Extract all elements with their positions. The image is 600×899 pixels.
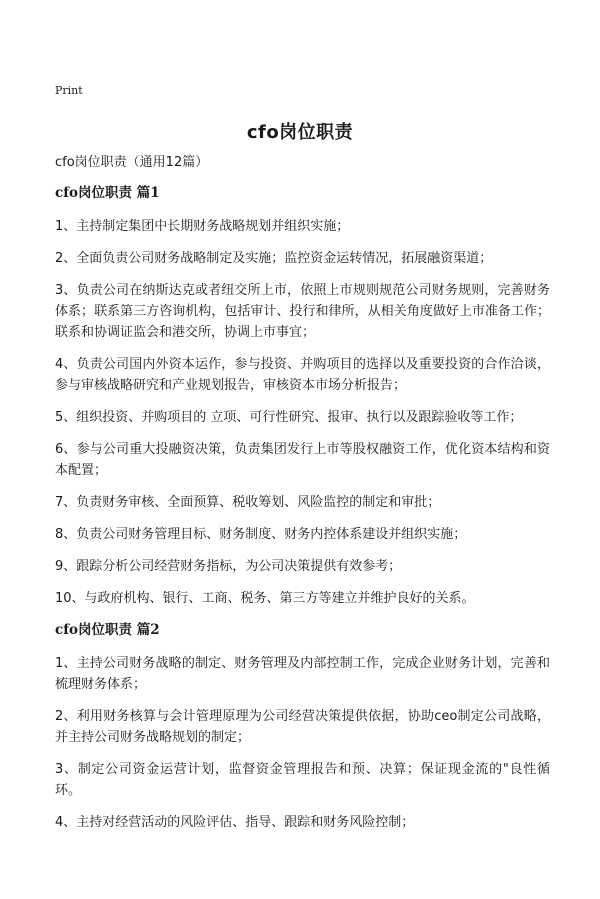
duty-item: 5、组织投资、并购项目的 立项、可行性研究、报审、执行以及跟踪验收等工作； [55,410,523,425]
duty-item: 4、负责公司国内外资本运作，参与投资、并购项目的选择以及重要投资的合作洽谈，参与审核战略研究和产业规划报告，审核资本市场分析报告； [55,357,550,393]
duty-item: 7、负责财务审核、全面预算、税收筹划、风险监控的制定和审批； [55,495,441,510]
document-subtitle: cfo岗位职责（通用12篇） [55,155,209,170]
section-1 [55,183,550,609]
duty-item: 6、参与公司重大投融资决策，负责集团发行上市等股权融资工作，优化资本结构和资本配置； [55,442,550,478]
page-title: cfo岗位职责 [246,122,354,143]
duty-item: 3、制定公司资金运营计划，监督资金管理报告和预、决算；保证现金流的"良性循环。 [55,762,550,798]
section-heading: cfo岗位职责 篇2 [55,622,160,638]
duty-item: 9、跟踪分析公司经营财务指标，为公司决策提供有效参考； [55,559,402,574]
duty-item: 3、负责公司在纳斯达克或者纽交所上市，依照上市规则规范公司财务规则，完善财务体系；联系第三方咨询机构，包括审计、投行和律所，从相关角度做好上市准备工作；联系和协调证监会和港交所，协调上市事宜； [55,283,550,340]
duty-item: 1、主持制定集团中长期财务战略规划并组织实施； [55,219,350,234]
document-body [55,152,550,844]
section-heading: cfo岗位职责 篇1 [55,185,160,201]
duty-item: 2、利用财务核算与会计管理原理为公司经营决策提供依据，协助ceo制定公司战略，并主持公司财务战略规划的制定； [55,709,550,745]
duty-item: 2、全面负责公司财务战略制定及实施；监控资金运转情况，拓展融资渠道； [55,251,493,266]
duty-item: 1、主持公司财务战略的制定、财务管理及内部控制工作，完成企业财务计划，完善和梳理财务体系； [55,656,550,692]
duty-item: 4、主持对经营活动的风险评估、指导、跟踪和财务风险控制； [55,815,415,830]
duty-item: 10、与政府机构、银行、工商、税务、第三方等建立并维护良好的关系。 [55,591,475,606]
section-2 [55,620,550,833]
print-label: Print [55,84,83,97]
duty-item: 8、负责公司财务管理目标、财务制度、财务内控体系建设并组织实施； [55,527,467,542]
